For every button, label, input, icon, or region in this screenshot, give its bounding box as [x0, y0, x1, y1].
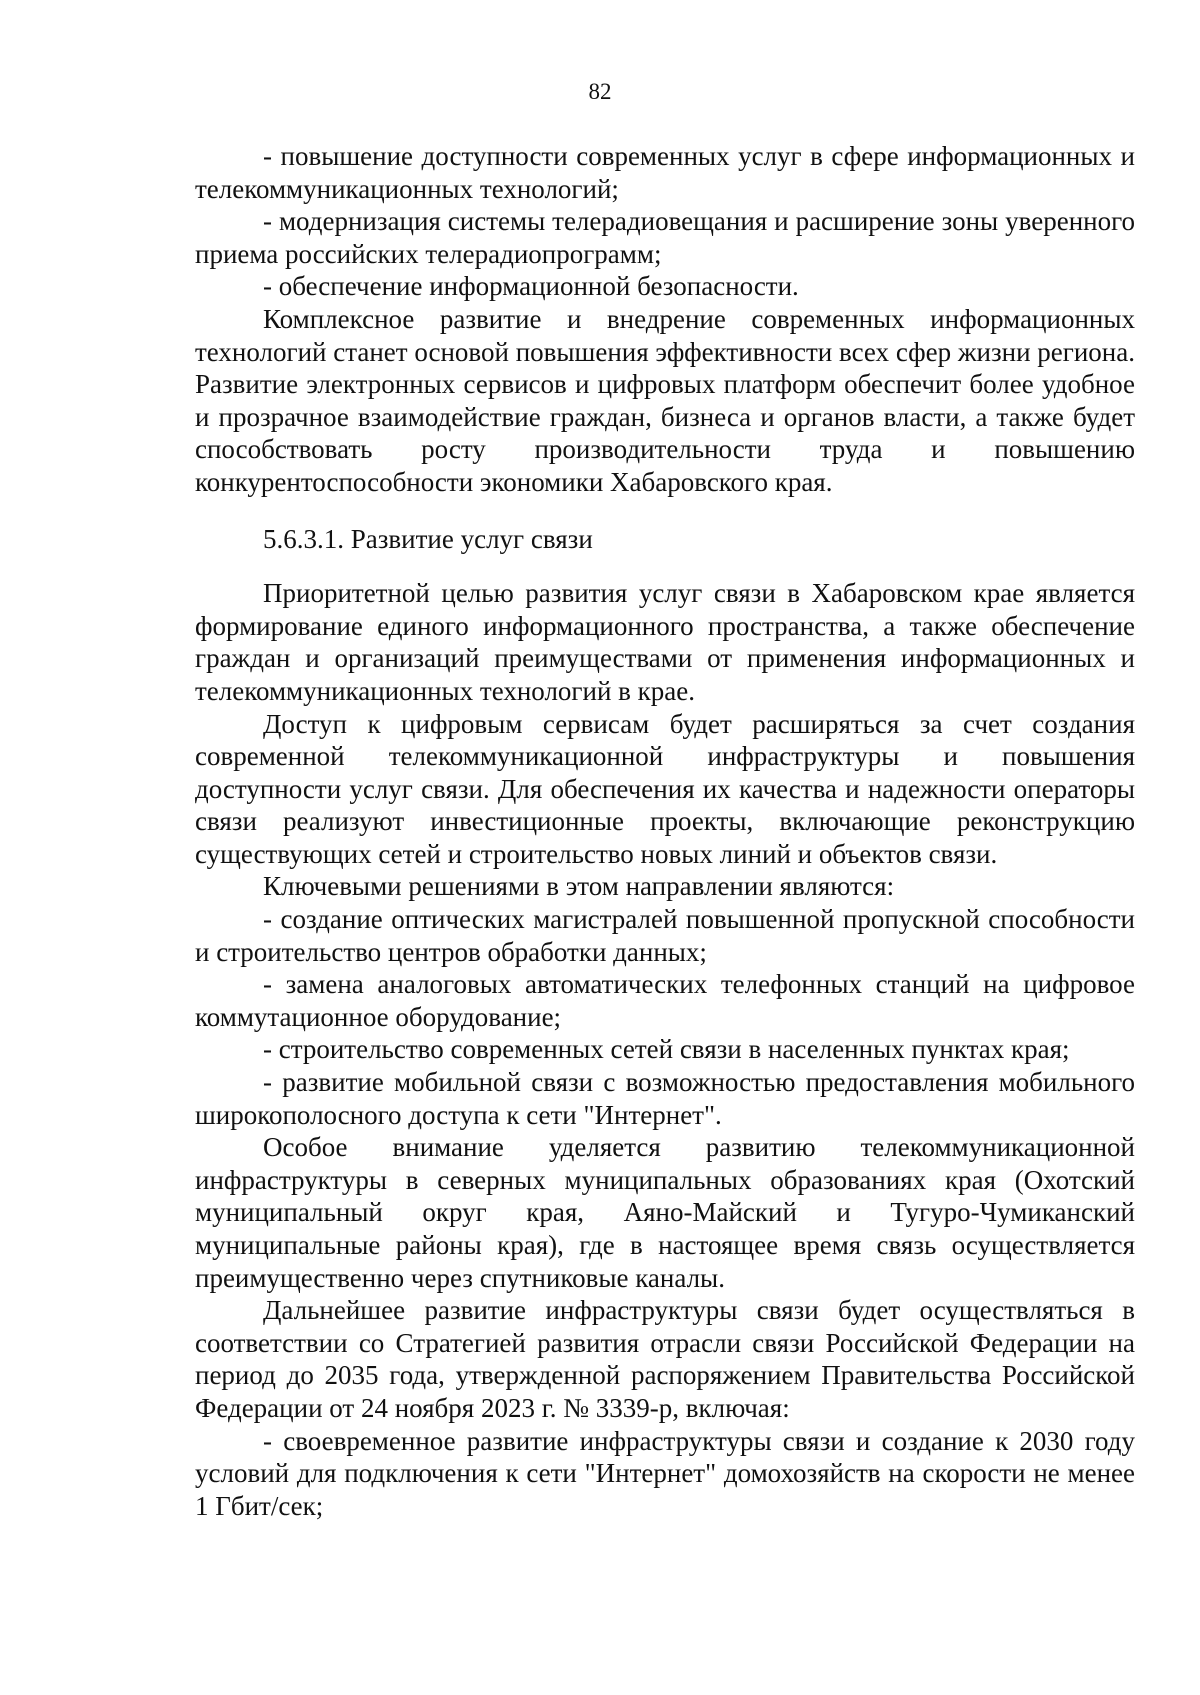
paragraph: Приоритетной целью развития услуг связи в Хабаровском крае является формирование единого информационного пространства, а также обеспечение граждан и организаций преимуществами от применения информационных и телекоммуникационных технологий в крае. [195, 578, 1135, 706]
page-number: 82 [588, 79, 612, 104]
bullet-item: - повышение доступности современных услуг в сфере информационных и телекоммуникационных технологий; [195, 141, 1135, 204]
bullet-item: - создание оптических магистралей повышенной пропускной способности и строительство центров обработки данных; [195, 904, 1135, 967]
bullet-item: - своевременное развитие инфраструктуры связи и создание к 2030 году условий для подключения к сети "Интернет" домохозяйств на скорости не менее 1 Гбит/сек; [195, 1425, 1135, 1521]
bullet-item: - строительство современных сетей связи в населенных пунктах края; [263, 1034, 1070, 1065]
bullet-item: - замена аналоговых автоматических телефонных станций на цифровое коммутационное оборудование; [195, 969, 1135, 1032]
bullet-item: - обеспечение информационной безопасности. [263, 271, 799, 302]
paragraph: Ключевыми решениями в этом направлении являются: [263, 871, 895, 902]
bullet-item: - развитие мобильной связи с возможностью предоставления мобильного широкополосного доступа к сети "Интернет". [195, 1067, 1135, 1130]
paragraph: Комплексное развитие и внедрение современных информационных технологий станет основой повышения эффективности всех сфер жизни региона. Развитие электронных сервисов и цифровых платформ обеспечит более удобное и прозрачное взаимодействие граждан, бизнеса и органов власти, а также будет способствовать росту производительности труда и повышению конкурентоспособности экономики Хабаровского края. [195, 303, 1135, 497]
bullet-item: - модернизация системы телерадиовещания и расширение зоны уверенного приема российских телерадиопрограмм; [195, 206, 1135, 269]
paragraph: Доступ к цифровым сервисам будет расширяться за счет создания современной телекоммуникационной инфраструктуры и повышения доступности услуг связи. Для обеспечения их качества и надежности операторы связи реализуют инвестиционные проекты, включающие реконструкцию существующих сетей и строительство новых линий и объектов связи. [195, 708, 1135, 869]
paragraph: Особое внимание уделяется развитию телекоммуникационной инфраструктуры в северных муниципальных образованиях края (Охотский муниципальный округ края, Аяно-Майский и Тугуро-Чумиканский муниципальные районы края), где в настоящее время связь осуществляется преимущественно через спутниковые каналы. [195, 1132, 1135, 1293]
document-body [195, 140, 1135, 1522]
paragraph: Дальнейшее развитие инфраструктуры связи будет осуществляться в соответствии со Стратегией развития отрасли связи Российской Федерации на период до 2035 года, утвержденной распоряжением Правительства Российской Федерации от 24 ноября 2023 г. № 3339-р, включая: [195, 1295, 1135, 1423]
section-heading: 5.6.3.1. Развитие услуг связи [263, 523, 593, 554]
